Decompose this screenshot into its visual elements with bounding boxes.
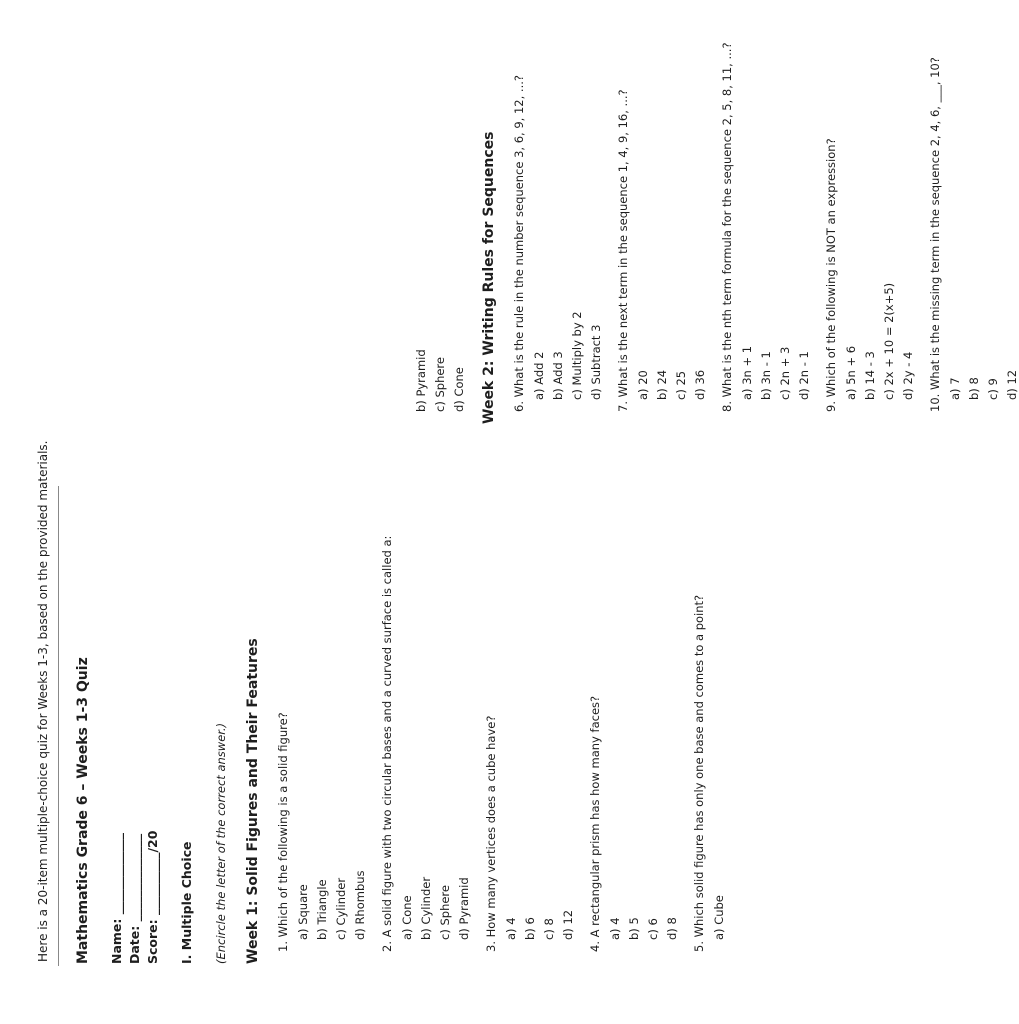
q10-option-b: b) 8 [967,377,981,400]
q2-option-d: d) Pyramid [457,877,471,940]
question-9: 9. Which of the following is NOT an expression? [824,138,838,412]
q9-option-a: a) 5n + 6 [844,345,858,400]
name-field: Name: _____________ [109,833,124,964]
q6-option-b: b) Add 3 [551,351,565,400]
q8-option-b: b) 3n - 1 [759,351,773,400]
page-title: Mathematics Grade 6 – Weeks 1-3 Quiz [75,657,91,964]
question-3: 3. How many vertices does a cube have? [484,715,498,952]
q3-option-b: b) 6 [523,917,537,940]
q6-option-a: a) Add 2 [532,351,546,400]
date-field: Date: ______________ [127,833,142,964]
q7-option-d: d) 36 [693,369,707,400]
q1-option-b: b) Triangle [315,879,329,940]
q2-option-b: b) Cylinder [419,876,433,940]
q4-option-d: d) 8 [665,917,679,940]
q3-option-d: d) 12 [561,909,575,940]
q7-option-c: c) 25 [674,370,688,400]
question-8: 8. What is the nth term formula for the sequence 2, 5, 8, 11, ...? [720,42,734,412]
instruction-text: (Encircle the letter of the correct answer.) [214,722,228,964]
question-1: 1. Which of the following is a solid figure? [276,712,290,952]
question-10: 10. What is the missing term in the sequence 2, 4, 6, ___, 10? [928,57,942,412]
q8-option-a: a) 3n + 1 [740,345,754,400]
q6-option-d: d) Subtract 3 [589,324,603,400]
q7-option-b: b) 24 [655,369,669,400]
q4-option-a: a) 4 [608,917,622,940]
q10-option-d: d) 12 [1005,369,1019,400]
q2-option-c: c) Sphere [438,885,452,940]
question-5: 5. Which solid figure has only one base and comes to a point? [692,594,706,952]
q5-option-c: c) Sphere [433,357,447,412]
q3-option-a: a) 4 [504,917,518,940]
q5-option-b: b) Pyramid [414,349,428,412]
q8-option-d: d) 2n - 1 [797,351,811,400]
divider [58,486,59,966]
q6-option-c: c) Multiply by 2 [570,311,584,400]
intro-text: Here is a 20-item multiple-choice quiz for Weeks 1-3, based on the provided materials. [36,440,50,962]
question-7: 7. What is the next term in the sequence 1, 4, 9, 16, ...? [616,89,630,412]
q5-option-a: a) Cube [712,895,726,940]
q2-option-a: a) Cone [400,895,414,940]
q1-option-a: a) Square [296,884,310,940]
section-title: I. Multiple Choice [179,841,194,964]
week1-heading: Week 1: Solid Figures and Their Features [245,638,261,964]
q9-option-b: b) 14 - 3 [863,351,877,400]
q1-option-c: c) Cylinder [334,877,348,940]
question-2: 2. A solid figure with two circular bases and a curved surface is called a: [380,535,394,952]
week2-heading: Week 2: Writing Rules for Sequences [481,131,497,424]
q9-option-c: c) 2x + 10 = 2(x+5) [882,282,896,400]
q9-option-d: d) 2y - 4 [901,351,915,400]
q10-option-a: a) 7 [948,377,962,400]
q8-option-c: c) 2n + 3 [778,346,792,400]
q7-option-a: a) 20 [636,370,650,400]
q4-option-c: c) 6 [646,918,660,940]
question-6: 6. What is the rule in the number sequence 3, 6, 9, 12, ...? [512,75,526,412]
q5-option-d: d) Cone [452,367,466,412]
q4-option-b: b) 5 [627,917,641,940]
question-4: 4. A rectangular prism has how many faces? [588,695,602,952]
q1-option-d: d) Rhombus [353,870,367,940]
score-field: Score: __________/20 [145,830,160,964]
q10-option-c: c) 9 [986,378,1000,400]
q3-option-c: c) 8 [542,918,556,940]
